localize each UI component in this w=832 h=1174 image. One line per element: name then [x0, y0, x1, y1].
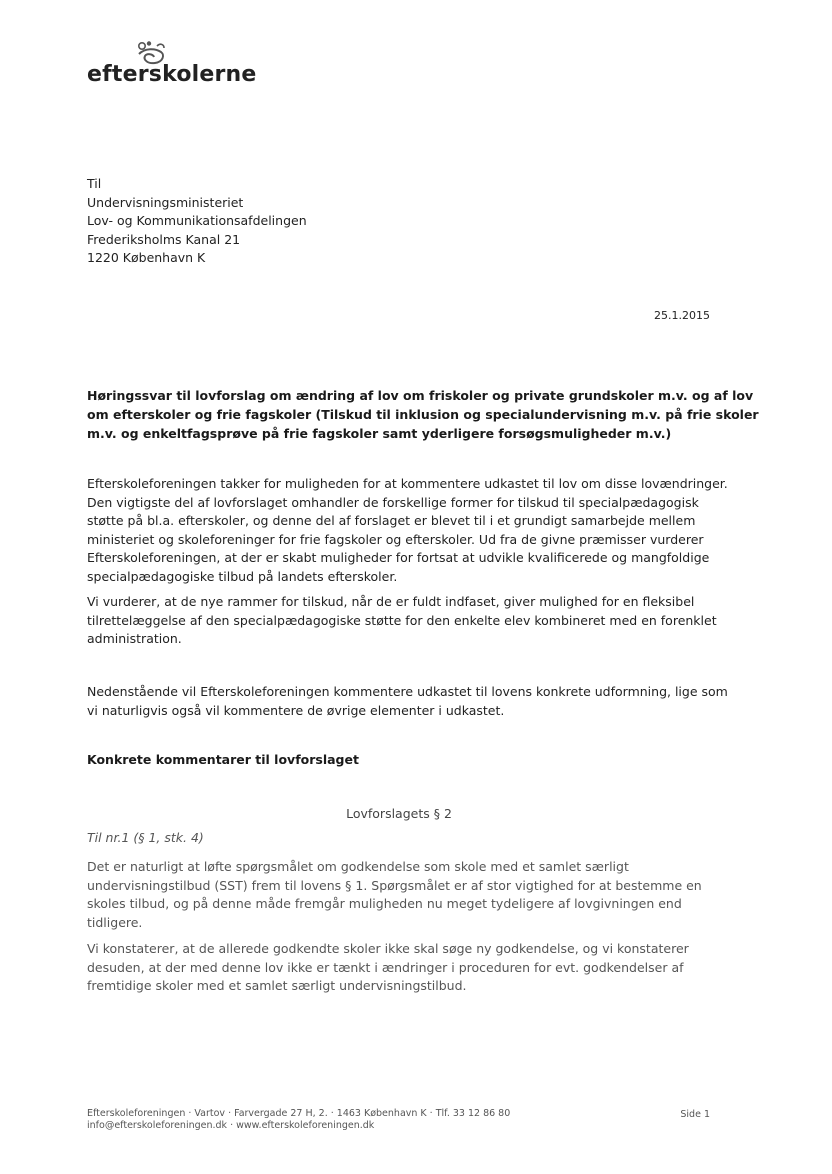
paragraph-line: Efterskoleforeningen, at der er skabt muligheder for fortsat at udvikle kvalificerede og mangfoldige [87, 550, 710, 565]
address-line: Lov- og Kommunikationsafdelingen [87, 213, 307, 228]
paragraph-line: desuden, at der med denne lov ikke er tænkt i ændringer i proceduren for evt. godkendelser af [87, 959, 684, 975]
logo-wordmark: efterskolerne [87, 62, 257, 87]
paragraph-line: tilrettelæggelse af den specialpædagogiske støtte for den enkelte elev kombineret med en forenklet [87, 612, 717, 628]
address-line: Undervisningsministeriet [87, 194, 244, 210]
comment-paragraph [87, 683, 727, 720]
letter-subject [87, 386, 759, 443]
law-subheading: Til nr.1 (§ 1, stk. 4) [87, 830, 204, 845]
address-line: 1220 København K [87, 250, 206, 265]
paragraph-line: Den vigtigste del af lovforslaget omhandler de forskellige former for tilskud til specialpædagogisk [87, 494, 699, 510]
paragraph-line: fremtidige skoler med et samlet særligt undervisningstilbud. [87, 978, 467, 993]
section-heading: Konkrete kommentarer til lovforslaget [87, 752, 359, 767]
intro-paragraph [87, 475, 727, 586]
address-line: Frederiksholms Kanal 21 [87, 231, 241, 247]
address-line: Til [87, 176, 102, 191]
law-paragraph-1 [87, 858, 727, 932]
logo [87, 40, 267, 92]
recipient-address [87, 175, 307, 268]
paragraph-line: ministeriet og skoleforeninger for frie fagskoler og efterskoler. Ud fra de givne præmisser vurderer [87, 531, 704, 547]
paragraph-line: vi naturligvis også vil kommentere de øvrige elementer i udkastet. [87, 702, 505, 718]
paragraph-line: specialpædagogiske tilbud på landets efterskoler. [87, 568, 398, 584]
paragraph-line: Efterskoleforeningen takker for muligheden for at kommentere udkastet til lov om disse lovændringer. [87, 476, 728, 491]
law-paragraph-2 [87, 940, 727, 996]
subject-line: Høringssvar til lovforslag om ændring af lov om friskoler og private grundskoler m.v. og af lov [87, 388, 754, 403]
paragraph-line: administration. [87, 631, 182, 646]
page-footer [87, 1108, 510, 1132]
footer-contact: info@efterskoleforeningen.dk · www.efterskoleforeningen.dk [87, 1120, 375, 1131]
subject-line: om efterskoler og frie fagskoler (Tilskud til inklusion og specialundervisning m.v. på frie skoler [87, 407, 759, 422]
paragraph-line: undervisningstilbud (SST) frem til lovens § 1. Spørgsmålet er af stor vigtighed for at bestemme en [87, 877, 702, 893]
page-number: Side 1 [680, 1109, 710, 1120]
paragraph-line: Vi vurderer, at de nye rammer for tilskud, når de er fuldt indfaset, giver mulighed for en fleksibel [87, 594, 695, 609]
paragraph-line: Vi konstaterer, at de allerede godkendte skoler ikke skal søge ny godkendelse, og vi konstaterer [87, 941, 689, 956]
paragraph-line: tidligere. [87, 914, 143, 930]
assessment-paragraph [87, 593, 727, 649]
paragraph-line: støtte på bl.a. efterskoler, og denne del af forslaget er blevet til i et grundigt samarbejde mellem [87, 513, 696, 528]
letter-date: 25.1.2015 [654, 309, 710, 322]
paragraph-line: Det er naturligt at løfte spørgsmålet om godkendelse som skole med et samlet særligt [87, 859, 629, 874]
paragraph-line: Nedenstående vil Efterskoleforeningen kommentere udkastet til lovens konkrete udformning, lige som [87, 684, 728, 699]
paragraph-line: skoles tilbud, og på denne måde fremgår muligheden nu meget tydeligere af lovgivningen end [87, 896, 682, 911]
footer-address: Efterskoleforeningen · Vartov · Farvergade 27 H, 2. · 1463 København K · Tlf. 33 12 86 80 [87, 1108, 511, 1119]
law-heading: Lovforslagets § 2 [346, 806, 452, 821]
subject-line: m.v. og enkeltfagsprøve på frie fagskoler samt yderligere forsøgsmuligheder m.v.) [87, 426, 672, 441]
